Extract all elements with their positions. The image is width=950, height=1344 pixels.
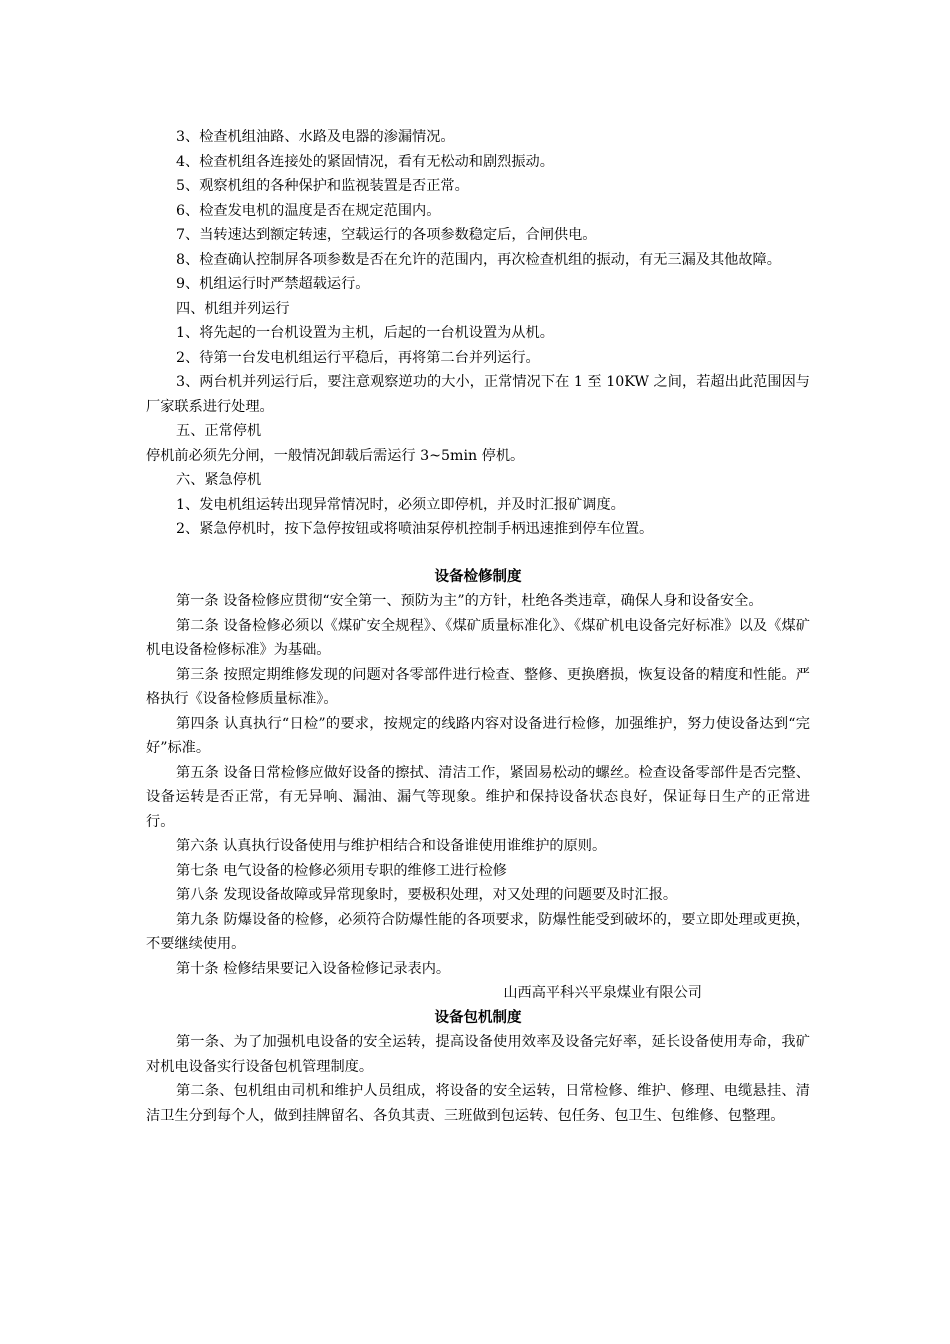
article: 第十条 检修结果要记入设备检修记录表内。 <box>176 960 451 977</box>
paragraph: 1、发电机组运转出现异常情况时，必须立即停机，并及时汇报矿调度。 <box>176 496 625 513</box>
maintenance-section <box>146 565 810 1006</box>
paragraph: 6、检查发电机的温度是否在规定范围内。 <box>176 202 441 219</box>
article: 第一条、为了加强机电设备的安全运转，提高设备使用效率及设备完好率，延长设备使用寿命，我矿对机电设备实行设备包机管理制度。 <box>146 1034 810 1075</box>
article: 第一条 设备检修应贯彻“安全第一、预防为主”的方针，杜绝各类违章，确保人身和设备安全。 <box>176 593 763 609</box>
operation-checks-section <box>146 125 810 297</box>
section-heading: 四、机组并列运行 <box>176 300 290 317</box>
paragraph: 停机前必须先分闸，一般情况卸载后需运行 3~5min 停机。 <box>146 447 525 464</box>
article: 第六条 认真执行设备使用与维护相结合和设备谁使用谁维护的原则。 <box>176 838 607 854</box>
paragraph: 2、紧急停机时，按下急停按钮或将喷油泵停机控制手柄迅速推到停车位置。 <box>176 521 654 537</box>
article: 第二条、包机组由司机和维护人员组成，将设备的安全运转，日常检修、维护、修理、电缆悬挂、清洁卫生分到每个人，做到挂牌留名、各负其责、三班做到包运转、包任务、包卫生、包维修、包整理。 <box>146 1083 810 1124</box>
paragraph: 3、两台机并列运行后，要注意观察逆功的大小，正常情况下在 1 至 10KW 之间，若超出此范围因与厂家联系进行处理。 <box>146 374 810 415</box>
organization-signature: 山西高平科兴平泉煤业有限公司 <box>503 985 702 1001</box>
document-page <box>146 125 810 1128</box>
paragraph: 2、待第一台发电机组运行平稳后，再将第二台并列运行。 <box>176 349 540 366</box>
article: 第七条 电气设备的检修必须用专职的维修工进行检修 <box>176 862 507 879</box>
article: 第四条 认真执行“日检”的要求，按规定的线路内容对设备进行检修，加强维护，努力使设备达到“完好”标准。 <box>146 715 810 756</box>
article: 第九条 防爆设备的检修，必须符合防爆性能的各项要求，防爆性能受到破坏的，要立即处理或更换，不要继续使用。 <box>146 911 810 952</box>
maintenance-title: 设备检修制度 <box>434 568 522 585</box>
contract-section <box>146 1006 810 1129</box>
contract-title: 设备包机制度 <box>434 1009 522 1026</box>
normal-stop-section <box>146 419 810 468</box>
paragraph: 1、将先起的一台机设置为主机，后起的一台机设置为从机。 <box>176 325 554 341</box>
section-heading: 五、正常停机 <box>176 423 262 439</box>
spacer <box>146 542 810 565</box>
paragraph: 4、检查机组各连接处的紧固情况，看有无松动和剧烈振动。 <box>176 153 554 170</box>
article: 第二条 设备检修必须以《煤矿安全规程》、《煤矿质量标准化》、《煤矿机电设备完好标准》以及《煤矿机电设备检修标准》为基础。 <box>146 617 810 658</box>
paragraph: 5、观察机组的各种保护和监视装置是否正常。 <box>176 178 469 194</box>
paragraph: 7、当转速达到额定转速，空载运行的各项参数稳定后，合闸供电。 <box>176 227 597 243</box>
emergency-stop-section <box>146 468 810 542</box>
paragraph: 9、机组运行时严禁超载运行。 <box>176 276 370 292</box>
parallel-operation-section <box>146 297 810 420</box>
article: 第五条 设备日常检修应做好设备的擦拭、清洁工作，紧固易松动的螺丝。检查设备零部件是否完整、设备运转是否正常，有无异响、漏油、漏气等现象。维护和保持设备状态良好，保证每日生产的正常进行。 <box>146 764 810 830</box>
paragraph: 3、检查机组油路、水路及电器的渗漏情况。 <box>176 129 455 145</box>
article: 第三条 按照定期维修发现的问题对各零部件进行检查、整修、更换磨损，恢复设备的精度和性能。严格执行《设备检修质量标准》。 <box>146 666 810 707</box>
section-heading: 六、紧急停机 <box>176 472 262 488</box>
paragraph: 8、检查确认控制屏各项参数是否在允许的范围内，再次检查机组的振动，有无三漏及其他故障。 <box>176 251 781 268</box>
article: 第八条 发现设备故障或异常现象时，要极积处理，对又处理的问题要及时汇报。 <box>176 887 678 903</box>
